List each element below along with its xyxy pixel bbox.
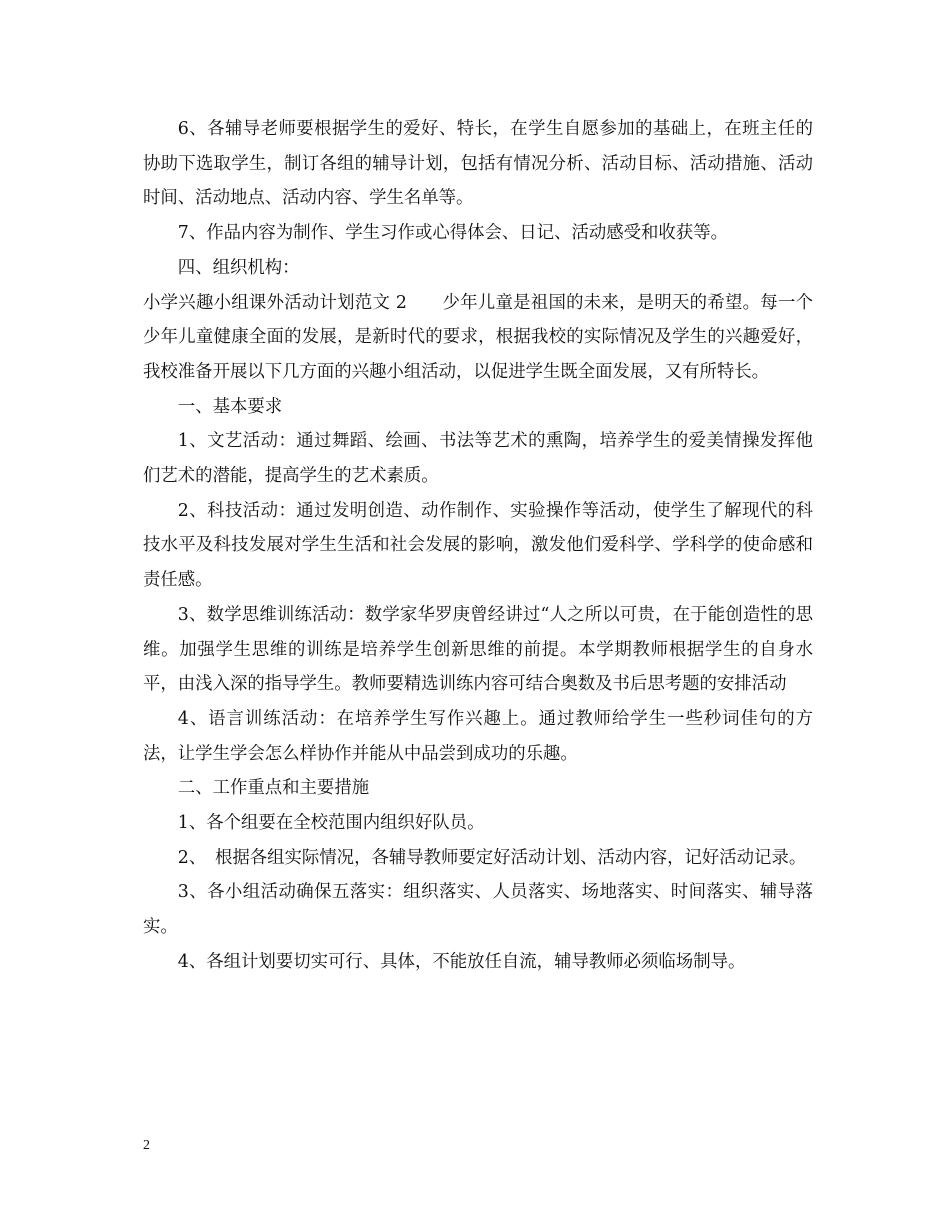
page-number: 2: [143, 1138, 150, 1153]
paragraph: 3、数学思维训练活动：数学家华罗庚曾经讲过“人之所以可贵，在于能创造性的思维。加强学生思维的训练是培养学生创新思维的前提。本学期教师根据学生的自身水平，由浅入深的指导学生。教师要精选训练内容可结合奥数及书后思考题的安排活动: [143, 604, 813, 695]
section-heading: 四、组织机构：: [177, 257, 300, 278]
paragraph: 2、科技活动：通过发明创造、动作制作、实验操作等活动，使学生了解现代的科技水平及科技发展对学生生活和社会发展的影响，激发他们爱科学、学科学的使命感和责任感。: [143, 500, 813, 591]
paragraph: 4、各组计划要切实可行、具体，不能放任自流，辅导教师必须临场制导。: [177, 951, 746, 972]
paragraph: 6、各辅导老师要根据学生的爱好、特长，在学生自愿参加的基础上，在班主任的协助下选取学生，制订各组的辅导计划，包括有情况分析、活动目标、活动措施、活动时间、活动地点、活动内容、学生名单等。: [143, 119, 813, 209]
paragraph: 4、语言训练活动：在培养学生写作兴趣上。通过教师给学生一些秒词佳句的方法，让学生学会怎么样协作并能从中品尝到成功的乐趣。: [143, 708, 813, 764]
paragraph: 7、作品内容为制作、学生习作或心得体会、日记、活动感受和收获等。: [177, 223, 728, 244]
paragraph: 3、各小组活动确保五落实：组织落实、人员落实、场地落实、时间落实、辅导落实。: [143, 882, 813, 938]
paragraph: 1、文艺活动：通过舞蹈、绘画、书法等艺术的熏陶，培养学生的爱美情操发挥他们艺术的潜能，提高学生的艺术素质。: [143, 431, 813, 487]
paragraph: 1、各个组要在全校范围内组织好队员。: [177, 813, 485, 834]
paragraph: 小学兴趣小组课外活动计划范文 2 少年儿童是祖国的未来，是明天的希望。每一个少年儿童健康全面的发展，是新时代的要求，根据我校的实际情况及学生的兴趣爱好，我校准备开展以下几方面的兴趣小组活动，以促进学生既全面发展，又有所特长。: [143, 292, 813, 382]
document-body: [143, 112, 813, 980]
section-heading: 二、工作重点和主要措施: [177, 778, 370, 799]
section-heading: 一、基本要求: [177, 396, 283, 417]
paragraph: 2、 根据各组实际情况，各辅导教师要定好活动计划、活动内容，记好活动记录。: [177, 847, 807, 868]
